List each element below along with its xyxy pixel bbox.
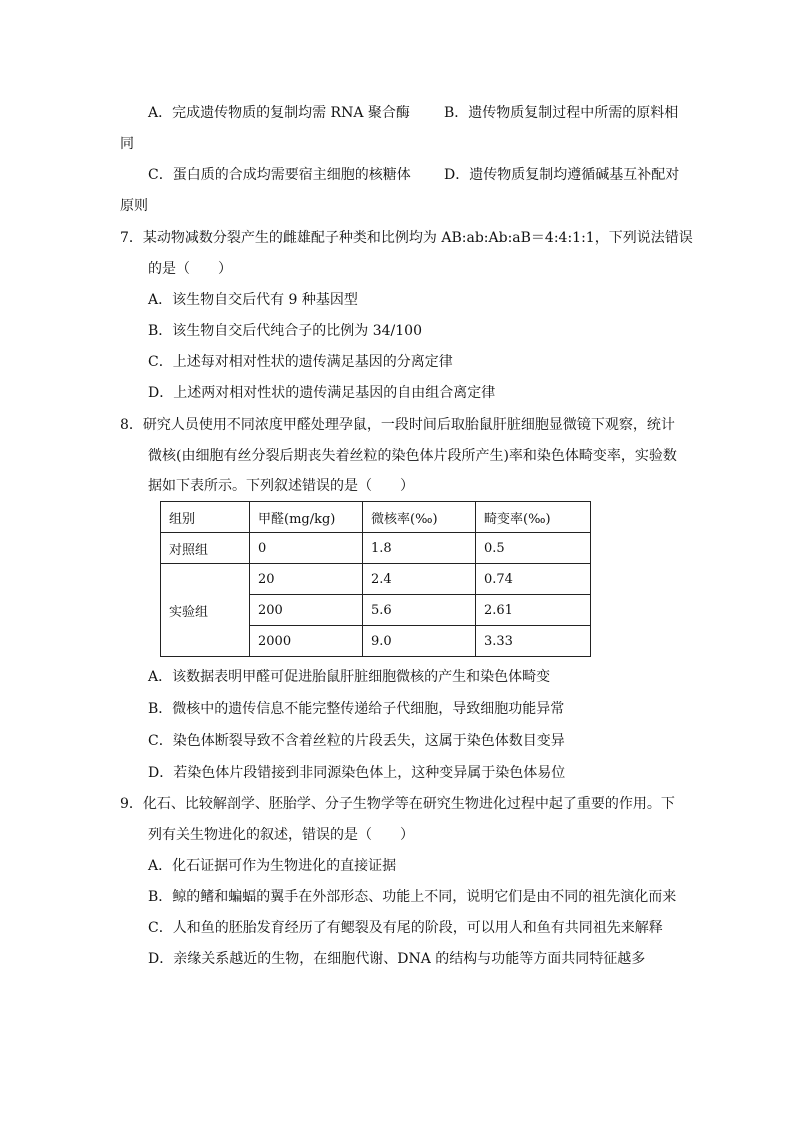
- q6-option-b: B．遗传物质复制过程中所需的原料相: [444, 105, 679, 121]
- table-row: [161, 564, 591, 595]
- q9-option-d: D．亲缘关系越近的生物，在细胞代谢、DNA 的结构与功能等方面共同特征越多: [148, 951, 646, 967]
- q9-option-a: A．化石证据可作为生物进化的直接证据: [148, 858, 397, 874]
- table-cell: 1.8: [363, 533, 476, 564]
- table-cell: 20: [250, 564, 363, 595]
- q8-option-d: D．若染色体片段错接到非同源染色体上，这种变异属于染色体易位: [148, 765, 566, 781]
- q8-stem: 8．研究人员使用不同浓度甲醛处理孕鼠，一段时间后取胎鼠肝脏细胞显微镜下观察，统计: [120, 417, 675, 433]
- q7-option-b: B．该生物自交后代纯合子的比例为 34/100: [148, 323, 422, 339]
- table-cell: 0: [250, 533, 363, 564]
- table-header: 畸变率(‰): [476, 502, 591, 533]
- table-cell: 2.4: [363, 564, 476, 595]
- q7-option-c: C．上述每对相对性状的遗传满足基因的分离定律: [148, 354, 453, 370]
- q6-option-b-cont: 同: [120, 136, 134, 152]
- table-cell: 2.61: [476, 595, 591, 626]
- table-cell: 9.0: [363, 626, 476, 657]
- table-cell-group: 实验组: [161, 564, 250, 657]
- q8-stem-cont2: 据如下表所示。下列叙述错误的是（ ）: [148, 478, 414, 494]
- q7-stem: 7．某动物减数分裂产生的雌雄配子种类和比例均为 AB:ab:Ab:aB＝4:4:1:1，下列说法错误: [120, 230, 693, 246]
- q9-stem-cont: 列有关生物进化的叙述，错误的是（ ）: [148, 827, 414, 843]
- q8-option-a: A．该数据表明甲醛可促进胎鼠肝脏细胞微核的产生和染色体畸变: [148, 669, 551, 685]
- table-cell: 0.74: [476, 564, 591, 595]
- q6-option-d-cont: 原则: [120, 198, 148, 214]
- q7-option-a: A．该生物自交后代有 9 种基因型: [148, 292, 358, 308]
- q6-option-c: C．蛋白质的合成均需要宿主细胞的核糖体: [148, 167, 411, 183]
- q6-option-d: D．遗传物质复制均遵循碱基互补配对: [444, 167, 680, 183]
- table-cell: 2000: [250, 626, 363, 657]
- table-cell: 5.6: [363, 595, 476, 626]
- q9-option-b: B．鲸的鳍和蝙蝠的翼手在外部形态、功能上不同，说明它们是由不同的祖先演化而来: [148, 889, 677, 905]
- q6-option-a: A．完成遗传物质的复制均需 RNA 聚合酶: [148, 105, 410, 121]
- q8-option-b: B．微核中的遗传信息不能完整传递给子代细胞，导致细胞功能异常: [148, 701, 565, 717]
- q9-option-c: C．人和鱼的胚胎发育经历了有鳃裂及有尾的阶段，可以用人和鱼有共同祖先来解释: [148, 920, 663, 936]
- table-cell-group: 对照组: [161, 533, 250, 564]
- q8-stem-cont: 微核(由细胞有丝分裂后期丧失着丝粒的染色体片段所产生)率和染色体畸变率，实验数: [148, 448, 677, 464]
- table-header: 甲醛(mg/kg): [250, 502, 363, 533]
- table-cell: 3.33: [476, 626, 591, 657]
- table-cell: 0.5: [476, 533, 591, 564]
- data-table: [160, 501, 591, 657]
- q7-option-d: D．上述两对相对性状的遗传满足基因的自由组合离定律: [148, 385, 496, 401]
- q9-stem: 9．化石、比较解剖学、胚胎学、分子生物学等在研究生物进化过程中起了重要的作用。下: [120, 796, 675, 812]
- q7-stem-cont: 的是（ ）: [148, 261, 232, 277]
- q8-option-c: C．染色体断裂导致不含着丝粒的片段丢失，这属于染色体数目变异: [148, 733, 565, 749]
- table-row: [161, 533, 591, 564]
- table-cell: 200: [250, 595, 363, 626]
- table-header: 组别: [161, 502, 250, 533]
- table-header-row: [161, 502, 591, 533]
- table-header: 微核率(‰): [363, 502, 476, 533]
